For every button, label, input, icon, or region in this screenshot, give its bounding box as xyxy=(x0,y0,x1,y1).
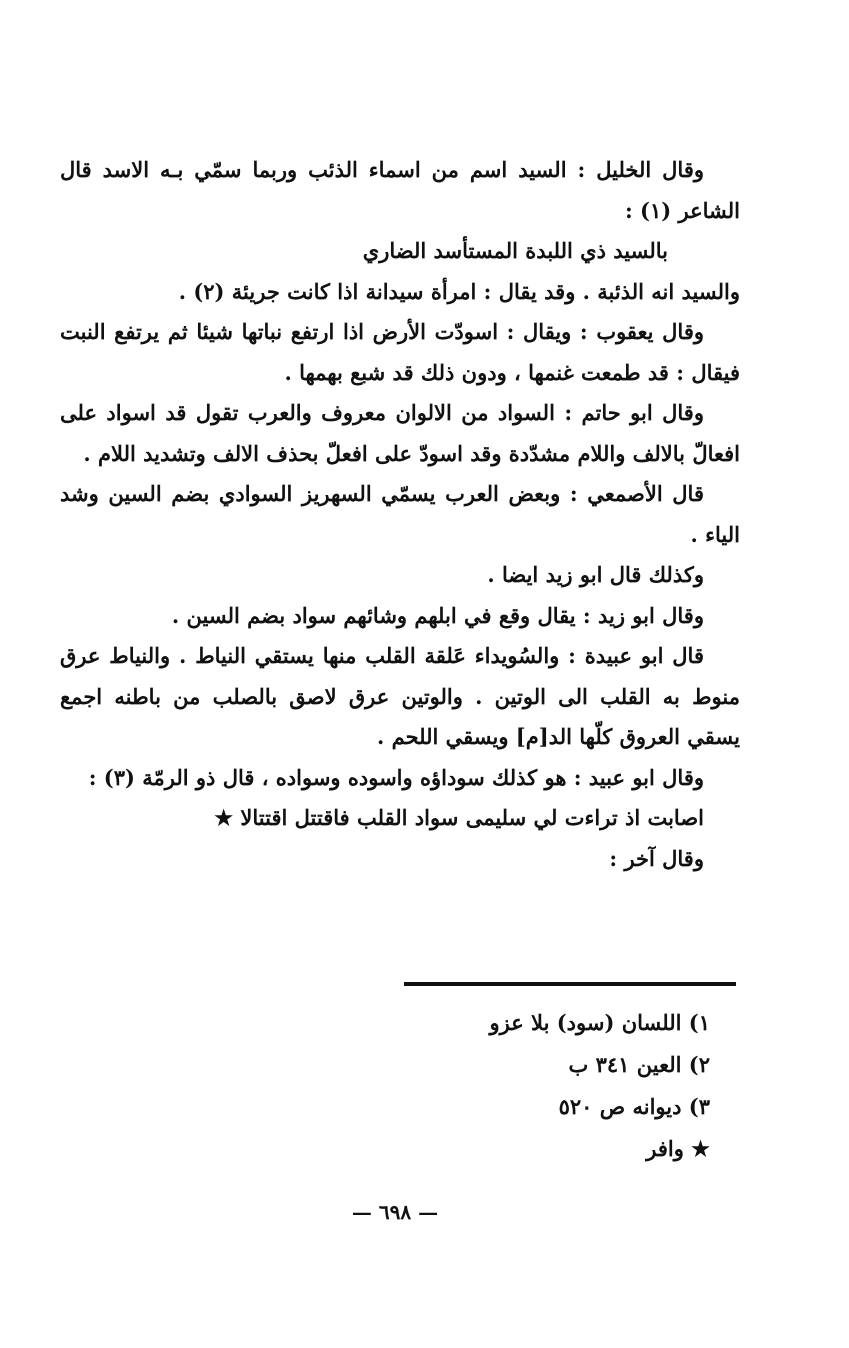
paragraph-asmai: قال الأصمعي : وبعض العرب يسمّي السهريز السوادي بضم السين وشد الياء . xyxy=(60,481,740,547)
paragraph-abu-ubayda: قال ابو عبيدة : والسُويداء عَلقة القلب منها يستقي النياط . والنياط عرق منوط به القلب الى الوتين . والوتين عرق لاصق بالصلب من باطنه اجمع يسقي العروق كلّها الد[م] ويسقي اللحم . xyxy=(60,643,740,749)
footnote-divider xyxy=(404,982,736,986)
footnote-2: ٢) العين ٣٤١ ب xyxy=(568,1052,710,1077)
paragraph-yaqub: وقال يعقوب : ويقال : اسودّت الأرض اذا ارتفع نباتها شيئا ثم يرتفع النبت فيقال : قد طمعت غنمها ، ودون ذلك قد شبع بهمها . xyxy=(60,319,740,385)
paragraph-other: وقال آخر : xyxy=(609,845,704,871)
footnote-1: ١) اللسان (سود) بلا عزو xyxy=(489,1010,710,1035)
paragraph-abu-hatim: وقال ابو حاتم : السواد من الالوان معروف والعرب تقول قد اسواد على افعالّ بالالف واللام مشدّدة وقد اسودّ على افعلّ بحذف الالف وتشديد اللام . xyxy=(60,400,740,466)
footnotes xyxy=(380,1002,710,1170)
paragraph-abu-zayd-2: وقال ابو زيد : يقال وقع في ابلهم وشائهم سواد بضم السين . xyxy=(171,602,704,628)
paragraph-abu-zayd-1: وكذلك قال ابو زيد ايضا . xyxy=(487,562,704,587)
footnote-3: ٣) ديوانه ص ٥٢٠ xyxy=(558,1094,710,1119)
footnote-meter: ★ وافر xyxy=(646,1136,710,1161)
page-number: — ٦٩٨ — xyxy=(351,1200,439,1224)
main-text-body xyxy=(60,150,740,879)
verse-dhu-al-rumma: اصابت اذ تراءت لي سليمى سواد القلب فاقتتل اقتتالا ★ xyxy=(214,805,704,830)
paragraph-abu-ubayd: وقال ابو عبيد : هو كذلك سوداؤه واسوده وسواده ، قال ذو الرمّة (٣) : xyxy=(88,764,704,790)
verse-line: بالسيد ذي اللبدة المستأسد الضاري xyxy=(362,238,668,263)
paragraph-sayyid: والسيد انه الذئبة . وقد يقال : امرأة سيدانة اذا كانت جريئة (٢) . xyxy=(178,278,740,304)
paragraph-khalil: وقال الخليل : السيد اسم من اسماء الذئب وربما سمّي بـه الاسد قال الشاعر (١) : xyxy=(60,157,740,223)
